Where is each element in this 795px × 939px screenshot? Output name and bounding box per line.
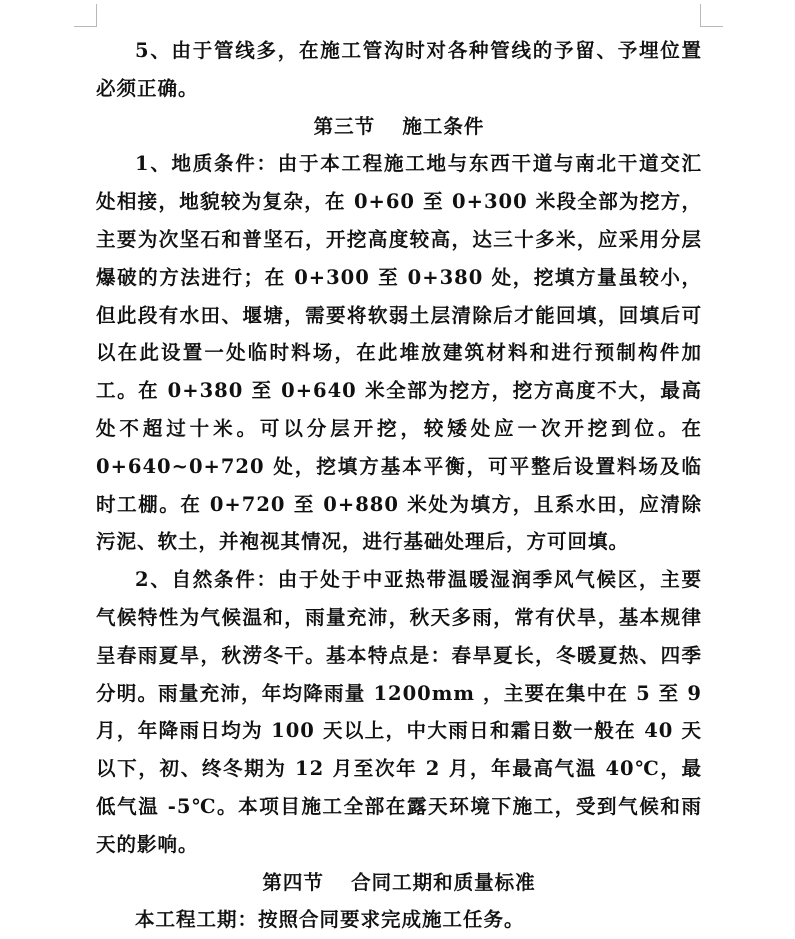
paragraph-geology: 1、地质条件：由于本工程施工地与东西干道与南北干道交汇处相接，地貌较为复杂，在 0+60 至 0+300 米段全部为挖方，主要为次坚石和普坚石，开挖高度较高，达三十多米，应采用分层爆破的方法进行；在 0+300 至 0+380 处，挖填方量虽较小，但此段有水田、堰塘，需要将软弱土层清除后才能回填，回填后可以在此设置一处临时料场，在此堆放建筑材料和进行预制构件加工。在 0+380 至 0+640 米全部为挖方，挖方高度不大，最高处不超过十米。可以分层开挖，较矮处应一次开挖到位。在 0+640~0+720 处，挖填方基本平衡，可平整后设置料场及临时工棚。在 0+720 至 0+880 米处为填方，且系水田，应清除污泥、软土，并袍视其情况，进行基础处理后，方可回填。	[96, 152, 702, 554]
paragraph-cut-off: 本工程工期：按照合同要求完成施工任务。	[135, 908, 525, 932]
section-3-heading	[96, 108, 702, 146]
paragraph-item-5: 5、由于管线多，在施工管沟时对各种管线的予留、予埋位置必须正确。	[96, 39, 702, 100]
page-corner-mark-right	[700, 4, 723, 27]
section-4-title: 合同工期和质量标准	[351, 870, 536, 894]
cut-off-line-container	[96, 901, 702, 932]
section-3-number: 第三节	[313, 114, 376, 138]
document-page	[96, 32, 702, 932]
section-4-number: 第四节	[262, 870, 324, 894]
page-corner-mark-left	[74, 4, 97, 27]
section-3-title: 施工条件	[402, 114, 485, 138]
paragraph-climate: 2、自然条件：由于处于中亚热带温暖湿润季风气候区，主要气候特性为气候温和，雨量充沛，秋天多雨，常有伏旱，基本规律呈春雨夏旱，秋涝冬干。基本特点是：春旱夏长，冬暖夏热、四季分明。雨量充沛，年均降雨量 1200mm ，主要在集中在 5 至 9 月，年降雨日均为 100 天以上，中大雨日和霜日数一般在 40 天以下，初、终冬期为 12 月至次年 2 月，年最高气温 40℃，最低气温 -5℃。本项目施工全部在露天环境下施工，受到气候和雨天的影响。	[96, 568, 702, 856]
section-4-heading	[96, 864, 702, 902]
